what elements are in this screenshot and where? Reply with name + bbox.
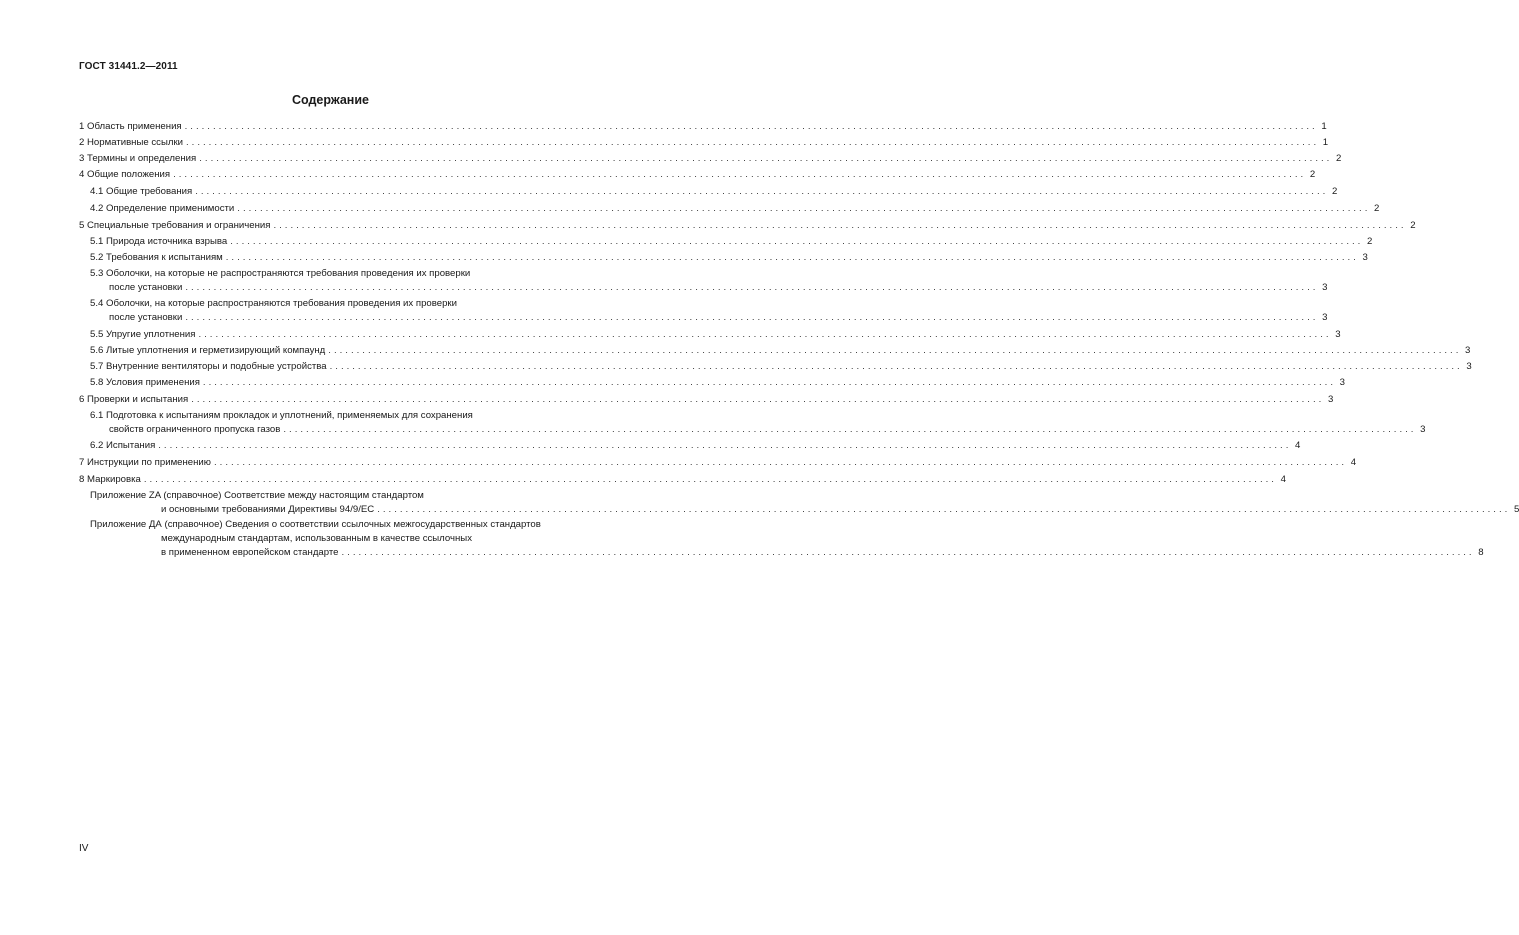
toc-entry-page: 2: [1374, 203, 1380, 214]
dot-leader: ........................................................................................................................................................................................................: [377, 504, 1511, 515]
page-title: Содержание: [291, 93, 369, 107]
dot-leader: ........................................................................................................................................................................................................: [191, 394, 1325, 405]
dot-leader: ........................................................................................................................................................................................................: [198, 329, 1332, 340]
toc-entry-page: 4: [1280, 474, 1286, 485]
toc-entry-label: 7 Инструкции по применению: [79, 457, 211, 468]
toc-entry-label-cont: после установки: [109, 282, 183, 293]
toc-entry-page: 4: [1350, 457, 1357, 468]
dot-leader: ........................................................................................................................................................................................................: [225, 252, 1359, 263]
toc-entry-5-1[interactable]: [90, 235, 1373, 249]
toc-entry-label: 5.6 Литые уплотнения и герметизирующий компаунд: [90, 345, 326, 356]
toc-entry-5-6[interactable]: [90, 344, 1471, 358]
toc-entry-label: 5.2 Требования к испытаниям: [90, 252, 223, 263]
toc-entry-page: 3: [1322, 282, 1328, 293]
toc-entry-page: 3: [1322, 312, 1328, 323]
toc-entry-label: 6.2 Испытания: [90, 440, 156, 451]
dot-leader: ........................................................................................................................................................................................................: [158, 440, 1292, 451]
toc-entry-label: Приложение ДА (справочное) Сведения о соответствии ссылочных межгосударственных стандартов: [90, 519, 541, 530]
toc-entry-page: 8: [1478, 547, 1484, 558]
toc-entry-7[interactable]: [79, 456, 1357, 470]
toc-entry-3[interactable]: [79, 152, 1342, 166]
toc-entry-label-cont: после установки: [109, 312, 183, 323]
toc-entry-5-3[interactable]: [90, 267, 1328, 297]
toc-entry-label: 4 Общие положения: [79, 169, 171, 180]
toc-entry-label: 5.4 Оболочки, на которые распространяются требования проведения их проверки: [90, 298, 457, 309]
dot-leader: ........................................................................................................................................................................................................: [329, 361, 1463, 372]
toc-entry-4[interactable]: [79, 168, 1316, 182]
dot-leader: ........................................................................................................................................................................................................: [184, 121, 1318, 132]
page-number: IV: [79, 843, 89, 854]
toc-entry-label-cont: и основными требованиями Директивы 94/9/ЕС: [161, 504, 375, 515]
toc-entry-1[interactable]: [79, 120, 1327, 134]
toc-entry-page: 2: [1410, 220, 1416, 231]
toc-entry-page: 3: [1362, 252, 1368, 263]
toc-entry-label: 5.1 Природа источника взрыва: [90, 236, 228, 247]
dot-leader: ........................................................................................................................................................................................................: [199, 153, 1333, 164]
toc-entry-page: 3: [1420, 424, 1426, 435]
dot-leader: ........................................................................................................................................................................................................: [185, 312, 1319, 323]
toc-entry-label: 6 Проверки и испытания: [79, 394, 189, 405]
toc-entry-label: 5.5 Упругие уплотнения: [90, 329, 196, 340]
toc-entry-page: 5: [1513, 504, 1519, 515]
toc-entry-page: 2: [1366, 236, 1373, 247]
toc-entry-label: Приложение ZA (справочное) Соответствие между настоящим стандартом: [90, 490, 424, 501]
toc-entry-5-8[interactable]: [90, 376, 1346, 390]
toc-entry-4-1[interactable]: [90, 185, 1338, 199]
toc-entry-5-7[interactable]: [90, 360, 1472, 374]
dot-leader: ........................................................................................................................................................................................................: [237, 203, 1371, 214]
toc-entry-page: 2: [1309, 169, 1316, 180]
toc-entry-label: 3 Термины и определения: [79, 153, 197, 164]
toc-entry-page: 3: [1339, 377, 1346, 388]
toc-entry-2[interactable]: [79, 136, 1329, 150]
toc-entry-page: 3: [1327, 394, 1334, 405]
dot-leader: ........................................................................................................................................................................................................: [186, 137, 1320, 148]
document-header: ГОСТ 31441.2—2011: [79, 61, 178, 72]
toc-entry-5[interactable]: [79, 219, 1416, 233]
toc-entry-4-2[interactable]: [90, 202, 1380, 216]
toc-entry-label: 5.8 Условия применения: [90, 377, 200, 388]
toc-entry-6[interactable]: [79, 393, 1334, 407]
toc-entry-page: 1: [1322, 137, 1329, 148]
toc-entry-label-cont: в примененном европейском стандарте: [161, 547, 339, 558]
toc-entry-label: 1 Область применения: [79, 121, 182, 132]
toc-entry-5-5[interactable]: [90, 328, 1341, 342]
dot-leader: ........................................................................................................................................................................................................: [273, 220, 1407, 231]
toc-entry-label: 4.2 Определение применимости: [90, 203, 235, 214]
toc-entry-appendix-da[interactable]: [90, 518, 1484, 562]
dot-leader: ........................................................................................................................................................................................................: [341, 547, 1475, 558]
toc-entry-label: 5.3 Оболочки, на которые не распространяются требования проведения их проверки: [90, 268, 471, 279]
toc-entry-6-1[interactable]: [90, 409, 1426, 439]
toc-entry-label: 4.1 Общие требования: [90, 186, 193, 197]
dot-leader: ........................................................................................................................................................................................................: [283, 424, 1417, 435]
toc-entry-5-2[interactable]: [90, 251, 1368, 265]
dot-leader: ........................................................................................................................................................................................................: [173, 169, 1307, 180]
toc-entry-label: 5.7 Внутренние вентиляторы и подобные устройства: [90, 361, 327, 372]
toc-entry-page: 3: [1335, 329, 1341, 340]
toc-entry-label-cont: международным стандартам, использованным в качестве ссылочных: [161, 533, 472, 544]
toc-entry-label-cont: свойств ограниченного пропуска газов: [109, 424, 281, 435]
toc-entry-label: 6.1 Подготовка к испытаниям прокладок и уплотнений, применяемых для сохранения: [90, 410, 473, 421]
dot-leader: ........................................................................................................................................................................................................: [214, 457, 1348, 468]
dot-leader: ........................................................................................................................................................................................................: [202, 377, 1337, 388]
toc-entry-6-2[interactable]: [90, 439, 1301, 453]
toc-entry-label: 8 Маркировка: [79, 474, 141, 485]
toc-entry-page: 4: [1295, 440, 1301, 451]
toc-entry-label: 2 Нормативные ссылки: [79, 137, 184, 148]
dot-leader: ........................................................................................................................................................................................................: [143, 474, 1277, 485]
dot-leader: ........................................................................................................................................................................................................: [230, 236, 1364, 247]
toc-entry-appendix-za[interactable]: [90, 489, 1519, 519]
toc-entry-page: 3: [1465, 345, 1471, 356]
dot-leader: ........................................................................................................................................................................................................: [185, 282, 1319, 293]
toc-entry-5-4[interactable]: [90, 297, 1328, 327]
toc-entry-label: 5 Специальные требования и ограничения: [79, 220, 271, 231]
toc-entry-page: 1: [1321, 121, 1327, 132]
toc-entry-page: 3: [1466, 361, 1472, 372]
toc-entry-8[interactable]: [79, 473, 1286, 487]
dot-leader: ........................................................................................................................................................................................................: [195, 186, 1329, 197]
toc-entry-page: 2: [1335, 153, 1342, 164]
toc-entry-page: 2: [1331, 186, 1338, 197]
dot-leader: ........................................................................................................................................................................................................: [328, 345, 1462, 356]
